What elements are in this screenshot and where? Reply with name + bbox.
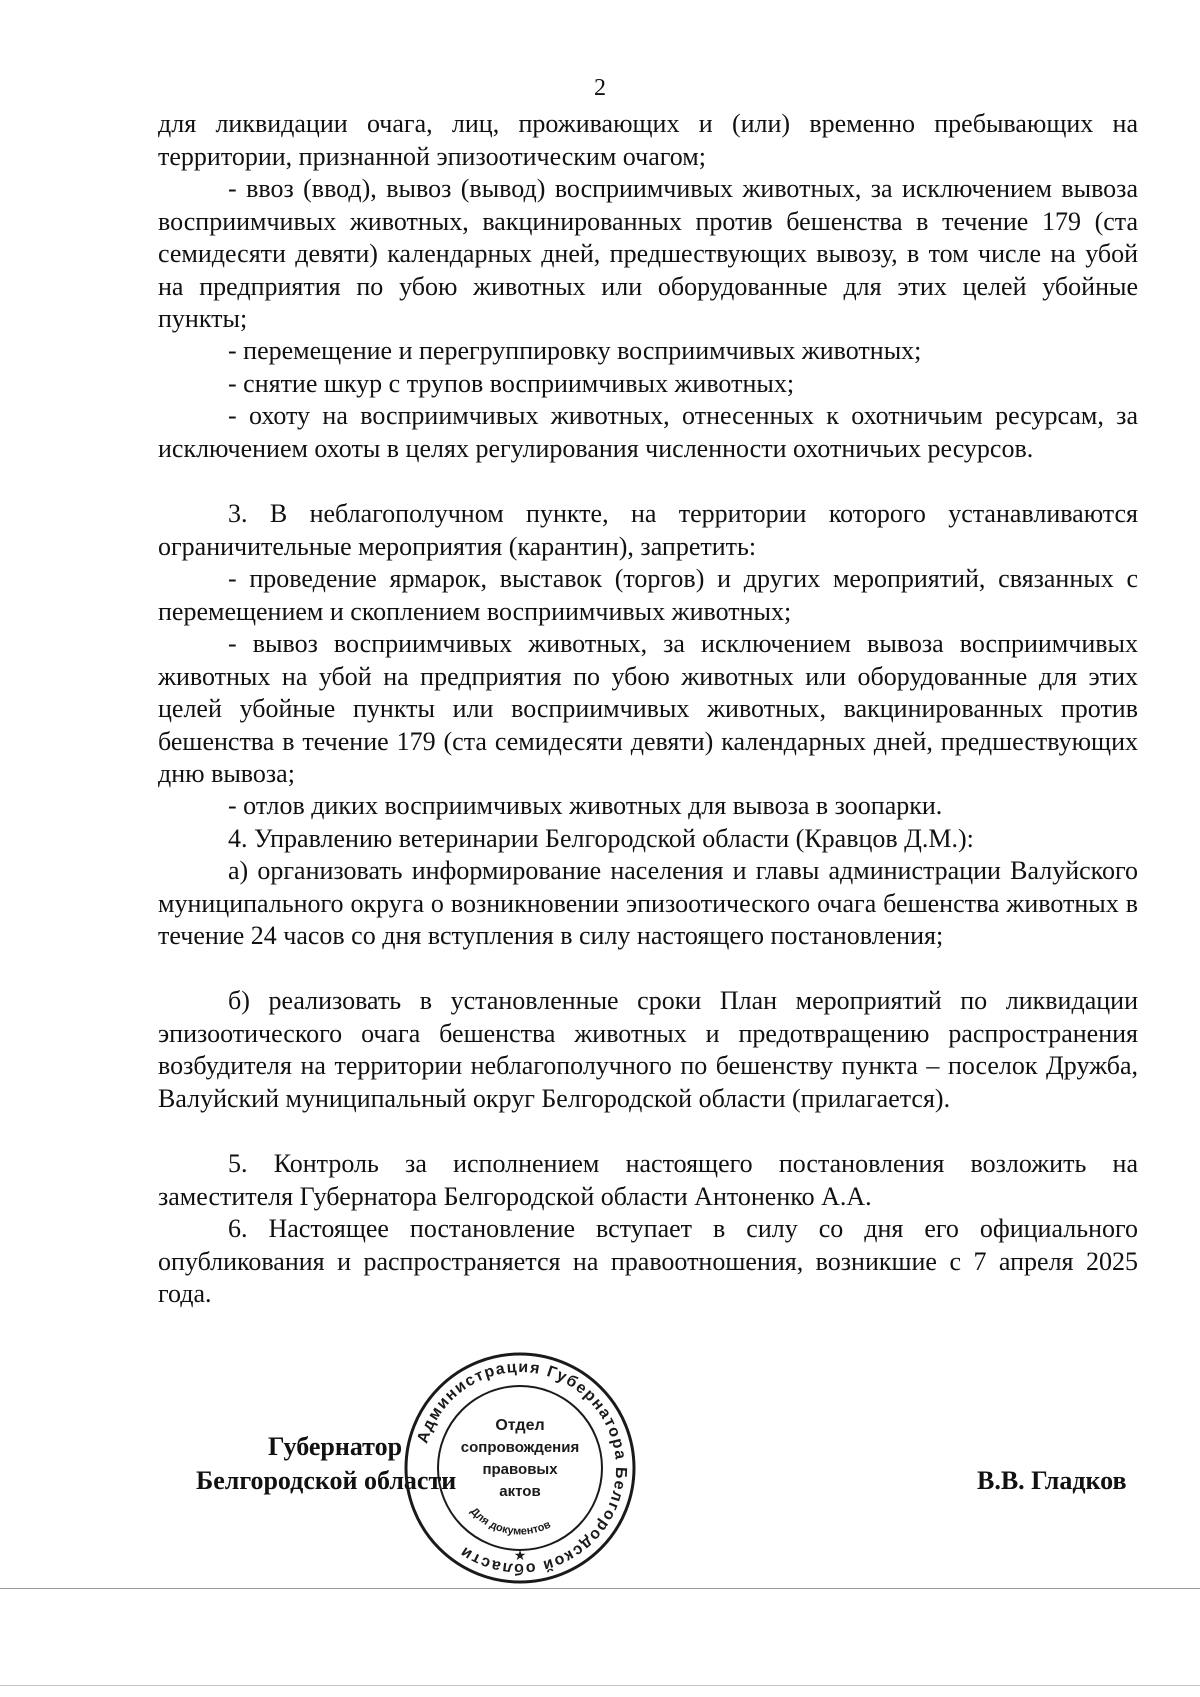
paragraph-import-export-ban: - ввоз (ввод), вывоз (вывод) восприимчивых животных, за исключением вывоза восприимчивых животных, вакцинированных против бешенства в течение 179 (ста семидесяти девяти) календарных дней, предшествующих вывозу, в том числе на убой на предприятия по убою животных или оборудованные для этих целей убойные пункты;	[158, 174, 1138, 333]
stamp-center-line2: сопровождения	[460, 1439, 580, 1456]
paragraph-item-4a: а) организовать информирование населения и главы администрации Валуйского муниципального округа о возникновении эпизоотического очага бешенства животных в течение 24 часов со дня вступления в силу настоящего постановления;	[158, 856, 1138, 950]
paragraph-skinning-ban: - снятие шкур с трупов восприимчивых животных;	[228, 369, 795, 398]
official-stamp	[402, 1350, 638, 1586]
stamp-bottom-text: Для документов	[467, 1505, 553, 1538]
scan-divider-line	[0, 1588, 1200, 1589]
stamp-ring-text: Администрация Губернатора Белгородской области	[414, 1358, 630, 1578]
paragraph-continuation: для ликвидации очага, лиц, проживающих и (или) временно пребывающих на территории, признанной эпизоотическим очагом;	[158, 109, 1138, 171]
paragraph-item-3: 3. В неблагополучном пункте, на территории которого устанавливаются ограничительные мероприятия (карантин), запретить:	[158, 499, 1138, 561]
paragraph-fairs-ban: - проведение ярмарок, выставок (торгов) и других мероприятий, связанных с перемещением и скоплением восприимчивых животных;	[158, 564, 1138, 626]
scan-bottom-line	[0, 1685, 1200, 1686]
paragraph-item-4: 4. Управлению ветеринарии Белгородской области (Кравцов Д.М.):	[228, 824, 974, 853]
stamp-center-line1: Отдел	[495, 1417, 545, 1434]
signature-title-line2: Белгородской области	[196, 1466, 457, 1495]
stamp-center-line3: правовых	[482, 1461, 558, 1478]
paragraph-export-ban: - вывоз восприимчивых животных, за исключением вывоза восприимчивых животных на убой на предприятия по убою животных или оборудованные для этих целей убойные пункты или восприимчивых животных, вакцинированных против бешенства в течение 179 (ста семидесяти девяти) календарных дней, предшествующих дню вывоза;	[158, 629, 1138, 788]
paragraph-item-4b: б) реализовать в установленные сроки План мероприятий по ликвидации эпизоотического очага бешенства животных и предотвращению распространения возбудителя на территории неблагополучного по бешенству пункта – поселок Дружба, Валуйский муниципальный округ Белгородской области (прилагается).	[158, 986, 1138, 1113]
paragraph-regrouping-ban: - перемещение и перегруппировку восприимчивых животных;	[228, 336, 922, 365]
signature-name: В.В. Гладков	[977, 1466, 1127, 1495]
paragraph-capture-ban: - отлов диких восприимчивых животных для вывоза в зоопарки.	[228, 791, 943, 820]
stamp-center-line4: актов	[499, 1483, 541, 1500]
paragraph-hunting-ban: - охоту на восприимчивых животных, отнесенных к охотничьим ресурсам, за исключением охоты в целях регулирования численности охотничьих ресурсов.	[158, 401, 1138, 463]
paragraph-item-6: 6. Настоящее постановление вступает в силу со дня его официального опубликования и распространяется на правоотношения, возникшие с 7 апреля 2025 года.	[158, 1214, 1138, 1308]
stamp-star-icon: ★	[513, 1548, 527, 1564]
paragraph-item-5: 5. Контроль за исполнением настоящего постановления возложить на заместителя Губернатора Белгородской области Антоненко А.А.	[158, 1149, 1138, 1211]
page-number: 2	[594, 75, 606, 101]
signature-title-line1: Губернатор	[268, 1432, 403, 1461]
